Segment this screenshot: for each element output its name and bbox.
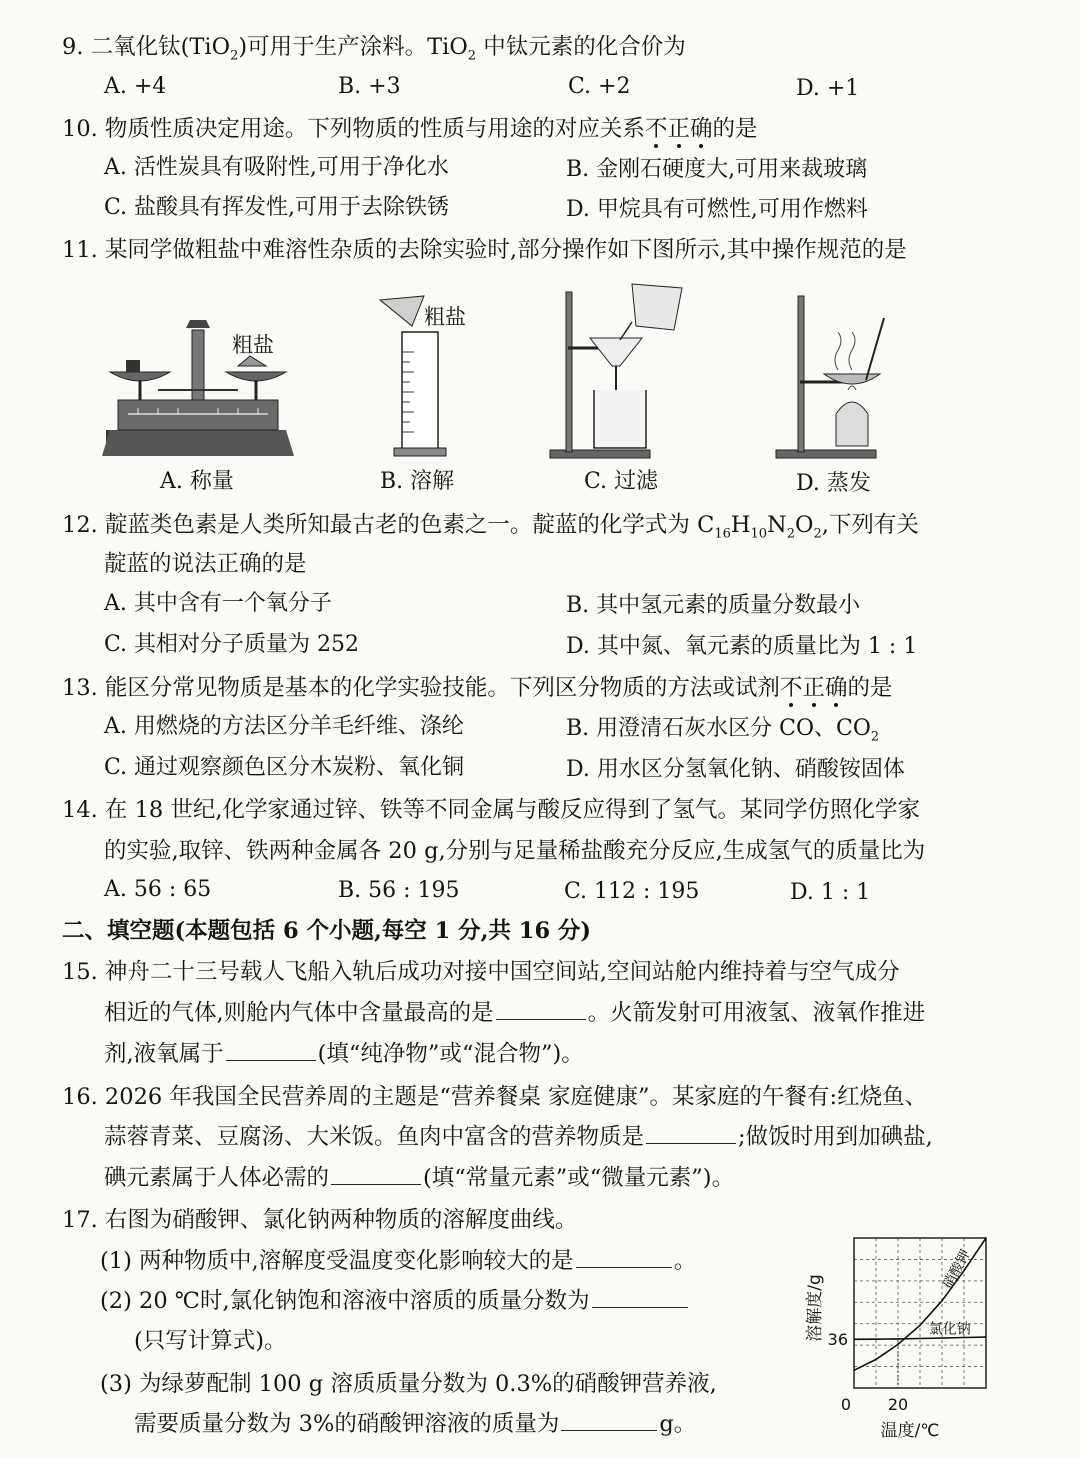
q16-line3: 碘元素属于人体必需的 (填“常量元素”或“微量元素”)。 <box>104 1165 735 1191</box>
q9-option-a[interactable]: A. +4 <box>104 74 167 99</box>
y-axis-label: 溶解度/g <box>805 1274 825 1342</box>
q13-option-b[interactable]: B. 用澄清石灰水区分 CO、$CO_2$ <box>566 716 880 745</box>
q9-option-d[interactable]: D. +1 <box>796 76 860 101</box>
q10-option-b[interactable]: B. 金刚石硬度大,可用来裁玻璃 <box>566 157 868 182</box>
q13-option-c[interactable]: C. 通过观察颜色区分木炭粉、氧化铜 <box>104 755 465 780</box>
q17-blank-2[interactable] <box>592 1287 688 1308</box>
q16-line2: 蒜蓉青菜、豆腐汤、大米饭。鱼肉中富含的营养物质是 ;做饭时用到加碘盐, <box>104 1124 933 1150</box>
q12-stem-line2: 靛蓝的说法正确的是 <box>104 551 307 577</box>
q17-part3-line1: (3) 为绿萝配制 100 g 溶质质量分数为 0.3%的硝酸钾营养液, <box>100 1371 717 1397</box>
q16-blank-2[interactable] <box>331 1164 421 1185</box>
solubility-curve-chart <box>798 1228 1000 1444</box>
q12-stem: 12. 靛蓝类色素是人类所知最古老的色素之一。靛蓝的化学式为 $C_{16}H_{10}N_2O_2$,下列有关 <box>62 512 919 542</box>
filtration-setup-figure <box>546 278 706 462</box>
q15-blank-1[interactable] <box>496 999 586 1020</box>
q13-stem: 13. 能区分常见物质是基本的化学实验技能。下列区分物质的方法或试剂不正确的是 <box>62 675 893 701</box>
q17-blank-3[interactable] <box>561 1410 657 1431</box>
q14-option-c[interactable]: C. 112 : 195 <box>564 879 700 904</box>
figure-a-caption: A. 称量 <box>160 469 234 494</box>
q14-option-b[interactable]: B. 56 : 195 <box>338 878 460 903</box>
figure-b-caption: B. 溶解 <box>380 469 455 494</box>
figure-c-caption: C. 过滤 <box>584 469 659 494</box>
q9-option-b[interactable]: B. +3 <box>338 74 401 99</box>
q17-blank-1[interactable] <box>576 1247 672 1268</box>
figure-d-caption: D. 蒸发 <box>796 471 871 496</box>
figure-a-label: 粗盐 <box>232 333 274 357</box>
q14-line2: 的实验,取锌、铁两种金属各 20 g,分别与足量稀盐酸充分反应,生成氢气的质量比为 <box>104 838 926 864</box>
q9-stem: 9. 二氧化钛(TiO$_2$)可用于生产涂料。TiO$_2$ 中钛元素的化合价为 <box>62 34 686 64</box>
series-label-kno3: 硝酸钾 <box>940 1247 975 1292</box>
q10-stem: 10. 物质性质决定用途。下列物质的性质与用途的对应关系不正确的是 <box>62 116 758 142</box>
q17-part2: (2) 20 ℃时,氯化钠饱和溶液中溶质的质量分数为 <box>100 1286 690 1316</box>
q10-option-c[interactable]: C. 盐酸具有挥发性,可用于去除铁锈 <box>104 195 450 220</box>
q13-option-d[interactable]: D. 用水区分氢氧化钠、硝酸铵固体 <box>566 757 905 782</box>
q14-line1: 14. 在 18 世纪,化学家通过锌、铁等不同金属与酸反应得到了氢气。某同学仿照化学家 <box>62 797 921 823</box>
q15-line3: 剂,液氧属于 (填“纯净物”或“混合物”)。 <box>104 1041 584 1067</box>
q15-blank-2[interactable] <box>226 1040 316 1061</box>
q12-option-d[interactable]: D. 其中氮、氧元素的质量比为 1 : 1 <box>566 634 918 659</box>
section-heading: 二、填空题(本题包括 6 个小题,每空 1 分,共 16 分) <box>62 918 592 944</box>
q17-part2-note: (只写计算式)。 <box>134 1328 287 1354</box>
q12-option-b[interactable]: B. 其中氢元素的质量分数最小 <box>566 593 861 618</box>
q14-option-a[interactable]: A. 56 : 65 <box>104 877 212 902</box>
q12-option-c[interactable]: C. 其相对分子质量为 252 <box>104 632 360 657</box>
q17-part3-line2: 需要质量分数为 3%的硝酸钾溶液的质量为 g。 <box>134 1411 697 1437</box>
q17-part1: (1) 两种物质中,溶解度受温度变化影响较大的是 。 <box>100 1248 697 1274</box>
x-tick-label: 20 <box>887 1395 909 1414</box>
x-axis-label: 温度/℃ <box>880 1421 940 1441</box>
q10-option-d[interactable]: D. 甲烷具有可燃性,可用作燃料 <box>566 197 868 222</box>
series-label-nacl: 氯化钠 <box>928 1321 971 1338</box>
q15-line2: 相近的气体,则舱内气体中含量最高的是 。火箭发射可用液氢、液氧作推进 <box>104 1000 926 1026</box>
y-tick-label: 36 <box>827 1329 848 1349</box>
q13-option-a[interactable]: A. 用燃烧的方法区分羊毛纤维、涤纶 <box>104 714 464 739</box>
q10-option-a[interactable]: A. 活性炭具有吸附性,可用于净化水 <box>104 155 449 180</box>
q16-blank-1[interactable] <box>646 1123 736 1144</box>
q11-stem: 11. 某同学做粗盐中难溶性杂质的去除实验时,部分操作如下图所示,其中操作规范的是 <box>62 237 907 263</box>
q15-line1: 15. 神舟二十三号载人飞船入轨后成功对接中国空间站,空间站舱内维持着与空气成分 <box>62 959 900 985</box>
q17-stem: 17. 右图为硝酸钾、氯化钠两种物质的溶解度曲线。 <box>62 1207 578 1233</box>
q16-line1: 16. 2026 年我国全民营养周的主题是“营养餐桌 家庭健康”。某家庭的午餐有:红烧鱼、 <box>62 1084 928 1110</box>
evaporation-setup-figure <box>772 290 912 462</box>
x-tick-label: 0 <box>840 1395 852 1414</box>
q9-option-c[interactable]: C. +2 <box>568 74 631 99</box>
q14-option-d[interactable]: D. 1 : 1 <box>790 880 871 905</box>
figure-b-label: 粗盐 <box>424 305 466 329</box>
q12-option-a[interactable]: A. 其中含有一个氧分子 <box>104 591 332 616</box>
